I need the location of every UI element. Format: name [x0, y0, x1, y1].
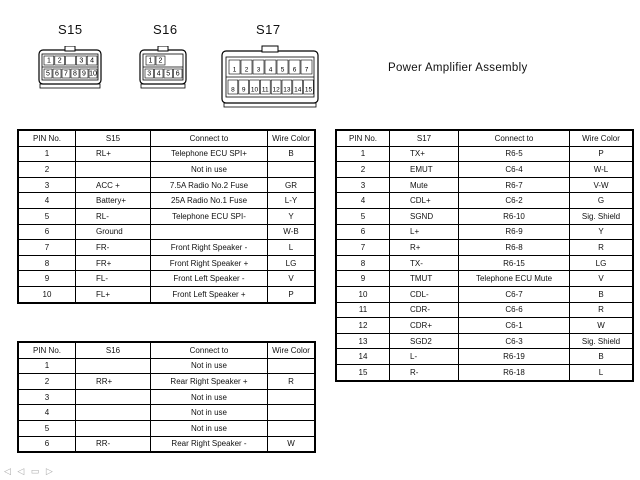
pin-number-label: 7	[64, 70, 68, 78]
pin-number-label: 11	[261, 86, 269, 94]
wire-color-cell: B	[570, 349, 634, 365]
pin-cell: 7	[336, 240, 390, 256]
table-row	[336, 255, 633, 271]
table-header-row	[336, 130, 633, 146]
pin-cell: 3	[18, 389, 76, 405]
pin-cell: 3	[336, 177, 390, 193]
connect-cell: Not in use	[151, 420, 268, 436]
table-header-row	[18, 342, 315, 358]
col-signal: S17	[390, 130, 459, 146]
page-title: Power Amplifier Assembly	[388, 62, 528, 74]
wire-color-cell: V	[268, 271, 316, 287]
connect-cell: R6-5	[459, 146, 570, 162]
table-row	[336, 364, 633, 380]
table-row	[18, 286, 315, 302]
signal-cell: ACC +	[76, 177, 151, 193]
connect-cell: C6-2	[459, 193, 570, 209]
col-pin: PIN No.	[336, 130, 390, 146]
wire-color-cell	[268, 389, 316, 405]
wire-color-cell: B	[268, 146, 316, 162]
signal-cell: RL-	[76, 208, 151, 224]
col-wire: Wire Color	[268, 342, 316, 358]
table-row	[336, 271, 633, 287]
signal-cell: Battery+	[76, 193, 151, 209]
s15-connector-diagram	[37, 46, 103, 90]
signal-cell: TMUT	[390, 271, 459, 287]
slide-nav-controls[interactable]: ◁ ◁ ▭ ▷	[4, 466, 55, 476]
pin-number-label: 13	[283, 86, 291, 94]
pin-number-label: 5	[46, 70, 50, 78]
pin-cell: 2	[336, 162, 390, 178]
pin-number-label: 1	[232, 66, 237, 74]
table-row	[18, 146, 315, 162]
table-row	[18, 193, 315, 209]
pin-cell: 11	[336, 302, 390, 318]
connect-cell: Telephone ECU SPI-	[151, 208, 268, 224]
table-row	[336, 162, 633, 178]
pin-number-label: 10	[89, 70, 97, 78]
pin-number-label: 2	[158, 57, 163, 65]
wire-color-cell: L-Y	[268, 193, 316, 209]
pin-cell: 1	[336, 146, 390, 162]
s16-pin-table	[17, 341, 316, 453]
col-pin: PIN No.	[18, 342, 76, 358]
pin-number-label: 9	[241, 86, 246, 94]
connect-cell: Not in use	[151, 405, 268, 421]
pin-cell: 15	[336, 364, 390, 380]
connect-cell: Front Left Speaker -	[151, 271, 268, 287]
wire-color-cell: R	[570, 302, 634, 318]
connect-cell: 7.5A Radio No.2 Fuse	[151, 177, 268, 193]
connect-cell: C6-1	[459, 318, 570, 334]
s16-connector-diagram	[138, 46, 188, 90]
signal-cell: Mute	[390, 177, 459, 193]
pin-number-label: 6	[175, 70, 180, 78]
table-row	[336, 318, 633, 334]
wire-color-cell	[268, 405, 316, 421]
connect-cell: R6-8	[459, 240, 570, 256]
pin-number-label: 10	[250, 86, 259, 94]
col-wire: Wire Color	[268, 130, 316, 146]
connect-cell: Front Right Speaker -	[151, 240, 268, 256]
signal-cell: CDR+	[390, 318, 459, 334]
pin-number-label: 1	[148, 57, 153, 65]
pin-number-label: 1	[46, 57, 51, 65]
pin-number-label: 4	[268, 66, 273, 74]
connect-cell: Front Left Speaker +	[151, 286, 268, 302]
connect-cell: R6-9	[459, 224, 570, 240]
pin-number-label: 5	[280, 66, 285, 74]
pin-cell: 1	[18, 358, 76, 374]
table-row	[336, 302, 633, 318]
table-row	[18, 271, 315, 287]
signal-cell: TX+	[390, 146, 459, 162]
pin-number-label: 3	[147, 70, 152, 78]
signal-cell: CDL+	[390, 193, 459, 209]
signal-cell: FR+	[76, 255, 151, 271]
pin-number-label: 6	[292, 66, 297, 74]
pin-number-label: 4	[90, 57, 95, 65]
connect-cell: R6-7	[459, 177, 570, 193]
pin-cell: 9	[18, 271, 76, 287]
wire-color-cell	[268, 358, 316, 374]
signal-cell: FL+	[76, 286, 151, 302]
pin-number-label: 7	[304, 66, 309, 74]
signal-cell: Ground	[76, 224, 151, 240]
col-pin: PIN No.	[18, 130, 76, 146]
connect-cell: R6-18	[459, 364, 570, 380]
pin-number-label: 9	[82, 70, 86, 78]
signal-cell: RR+	[76, 374, 151, 390]
signal-cell: L+	[390, 224, 459, 240]
wire-color-cell: LG	[570, 255, 634, 271]
col-connect: Connect to	[151, 342, 268, 358]
signal-cell	[76, 420, 151, 436]
table-row	[18, 240, 315, 256]
wire-color-cell: L	[570, 364, 634, 380]
table-row	[18, 389, 315, 405]
s15-pin-table	[17, 129, 316, 304]
pin-cell: 1	[18, 146, 76, 162]
wire-color-cell: G	[570, 193, 634, 209]
pin-cell: 5	[18, 208, 76, 224]
signal-cell: FL-	[76, 271, 151, 287]
wire-color-cell: LG	[268, 255, 316, 271]
pin-cell: 14	[336, 349, 390, 365]
signal-cell: RL+	[76, 146, 151, 162]
pin-number-label: 14	[294, 86, 302, 94]
pin-cell: 8	[18, 255, 76, 271]
pin-number-label: 8	[231, 86, 235, 94]
pin-number-label: 6	[55, 70, 59, 78]
connect-cell: Rear Right Speaker -	[151, 436, 268, 452]
col-connect: Connect to	[151, 130, 268, 146]
connect-cell: Telephone ECU SPI+	[151, 146, 268, 162]
pin-number-label: 4	[156, 70, 161, 78]
wire-color-cell: L	[268, 240, 316, 256]
signal-cell: EMUT	[390, 162, 459, 178]
pin-cell: 12	[336, 318, 390, 334]
table-row	[18, 177, 315, 193]
table-row	[18, 436, 315, 452]
pin-number-label: 3	[79, 57, 84, 65]
table-row	[336, 146, 633, 162]
signal-cell: R+	[390, 240, 459, 256]
table-row	[336, 240, 633, 256]
wire-color-cell: R	[268, 374, 316, 390]
table-row	[18, 208, 315, 224]
signal-cell: TX-	[390, 255, 459, 271]
pin-number-label: 3	[256, 66, 261, 74]
table-row	[18, 255, 315, 271]
s17-connector-diagram	[220, 45, 320, 109]
pin-cell: 10	[18, 286, 76, 302]
table-row	[336, 333, 633, 349]
pin-number-label: 12	[272, 86, 280, 94]
connect-cell: C6-4	[459, 162, 570, 178]
wire-color-cell: P	[268, 286, 316, 302]
table-header-row	[18, 130, 315, 146]
pin-cavity	[66, 56, 76, 65]
col-wire: Wire Color	[570, 130, 634, 146]
signal-cell: L-	[390, 349, 459, 365]
pin-number-label: 5	[166, 70, 171, 78]
connect-cell: R6-15	[459, 255, 570, 271]
signal-cell	[76, 358, 151, 374]
table-row	[18, 224, 315, 240]
signal-cell: CDL-	[390, 286, 459, 302]
wire-color-cell: GR	[268, 177, 316, 193]
col-signal: S15	[76, 130, 151, 146]
wire-color-cell: W	[268, 436, 316, 452]
wire-color-cell: Y	[570, 224, 634, 240]
signal-cell	[76, 162, 151, 178]
pin-number-label: 2	[244, 66, 249, 74]
s15-label: S15	[58, 22, 83, 37]
wire-color-cell: R	[570, 240, 634, 256]
pin-number-label: 15	[304, 86, 313, 94]
s17-label: S17	[256, 22, 281, 37]
table-row	[336, 349, 633, 365]
wire-color-cell: P	[570, 146, 634, 162]
pin-cell: 5	[18, 420, 76, 436]
pin-cell: 4	[18, 193, 76, 209]
wire-color-cell: Y	[268, 208, 316, 224]
pin-cell: 6	[18, 224, 76, 240]
connect-cell: R6-19	[459, 349, 570, 365]
wire-color-cell: B	[570, 286, 634, 302]
signal-cell	[76, 405, 151, 421]
wire-color-cell: W-L	[570, 162, 634, 178]
pin-cell: 6	[336, 224, 390, 240]
table-row	[336, 286, 633, 302]
signal-cell: CDR-	[390, 302, 459, 318]
connect-cell: C6-6	[459, 302, 570, 318]
table-row	[18, 405, 315, 421]
connect-cell: Not in use	[151, 389, 268, 405]
s17-pin-table	[335, 129, 634, 382]
s16-label: S16	[153, 22, 178, 37]
wire-color-cell: W	[570, 318, 634, 334]
table-row	[18, 374, 315, 390]
table-row	[18, 358, 315, 374]
pin-cell: 6	[18, 436, 76, 452]
table-row	[18, 162, 315, 178]
pin-cell: 10	[336, 286, 390, 302]
pin-number-label: 2	[57, 57, 62, 65]
pin-cell: 13	[336, 333, 390, 349]
signal-cell: SGND	[390, 208, 459, 224]
connect-cell: Front Right Speaker +	[151, 255, 268, 271]
pin-cell: 3	[18, 177, 76, 193]
wire-color-cell: Sig. Shield	[570, 333, 634, 349]
signal-cell	[76, 389, 151, 405]
pin-cell: 8	[336, 255, 390, 271]
col-connect: Connect to	[459, 130, 570, 146]
signal-cell: R-	[390, 364, 459, 380]
connect-cell: C6-3	[459, 333, 570, 349]
wire-color-cell	[268, 420, 316, 436]
connect-cell: Telephone ECU Mute	[459, 271, 570, 287]
table-row	[336, 177, 633, 193]
pin-cell: 4	[18, 405, 76, 421]
table-row	[336, 193, 633, 209]
wire-color-cell: V	[570, 271, 634, 287]
connect-cell: C6-7	[459, 286, 570, 302]
wire-color-cell	[268, 162, 316, 178]
connect-cell	[151, 224, 268, 240]
wire-color-cell: Sig. Shield	[570, 208, 634, 224]
wire-color-cell: W-B	[268, 224, 316, 240]
connect-cell: Rear Right Speaker +	[151, 374, 268, 390]
connect-cell: Not in use	[151, 358, 268, 374]
connect-cell: R6-10	[459, 208, 570, 224]
signal-cell: FR-	[76, 240, 151, 256]
pin-cell: 5	[336, 208, 390, 224]
connect-cell: 25A Radio No.1 Fuse	[151, 193, 268, 209]
pin-number-label: 8	[73, 70, 77, 78]
table-row	[18, 420, 315, 436]
pin-cell: 9	[336, 271, 390, 287]
signal-cell: RR-	[76, 436, 151, 452]
connect-cell: Not in use	[151, 162, 268, 178]
table-row	[336, 224, 633, 240]
pin-cell: 2	[18, 374, 76, 390]
pin-cell: 7	[18, 240, 76, 256]
signal-cell: SGD2	[390, 333, 459, 349]
pin-cell: 4	[336, 193, 390, 209]
wire-color-cell: V-W	[570, 177, 634, 193]
table-row	[336, 208, 633, 224]
pin-cell: 2	[18, 162, 76, 178]
col-signal: S16	[76, 342, 151, 358]
